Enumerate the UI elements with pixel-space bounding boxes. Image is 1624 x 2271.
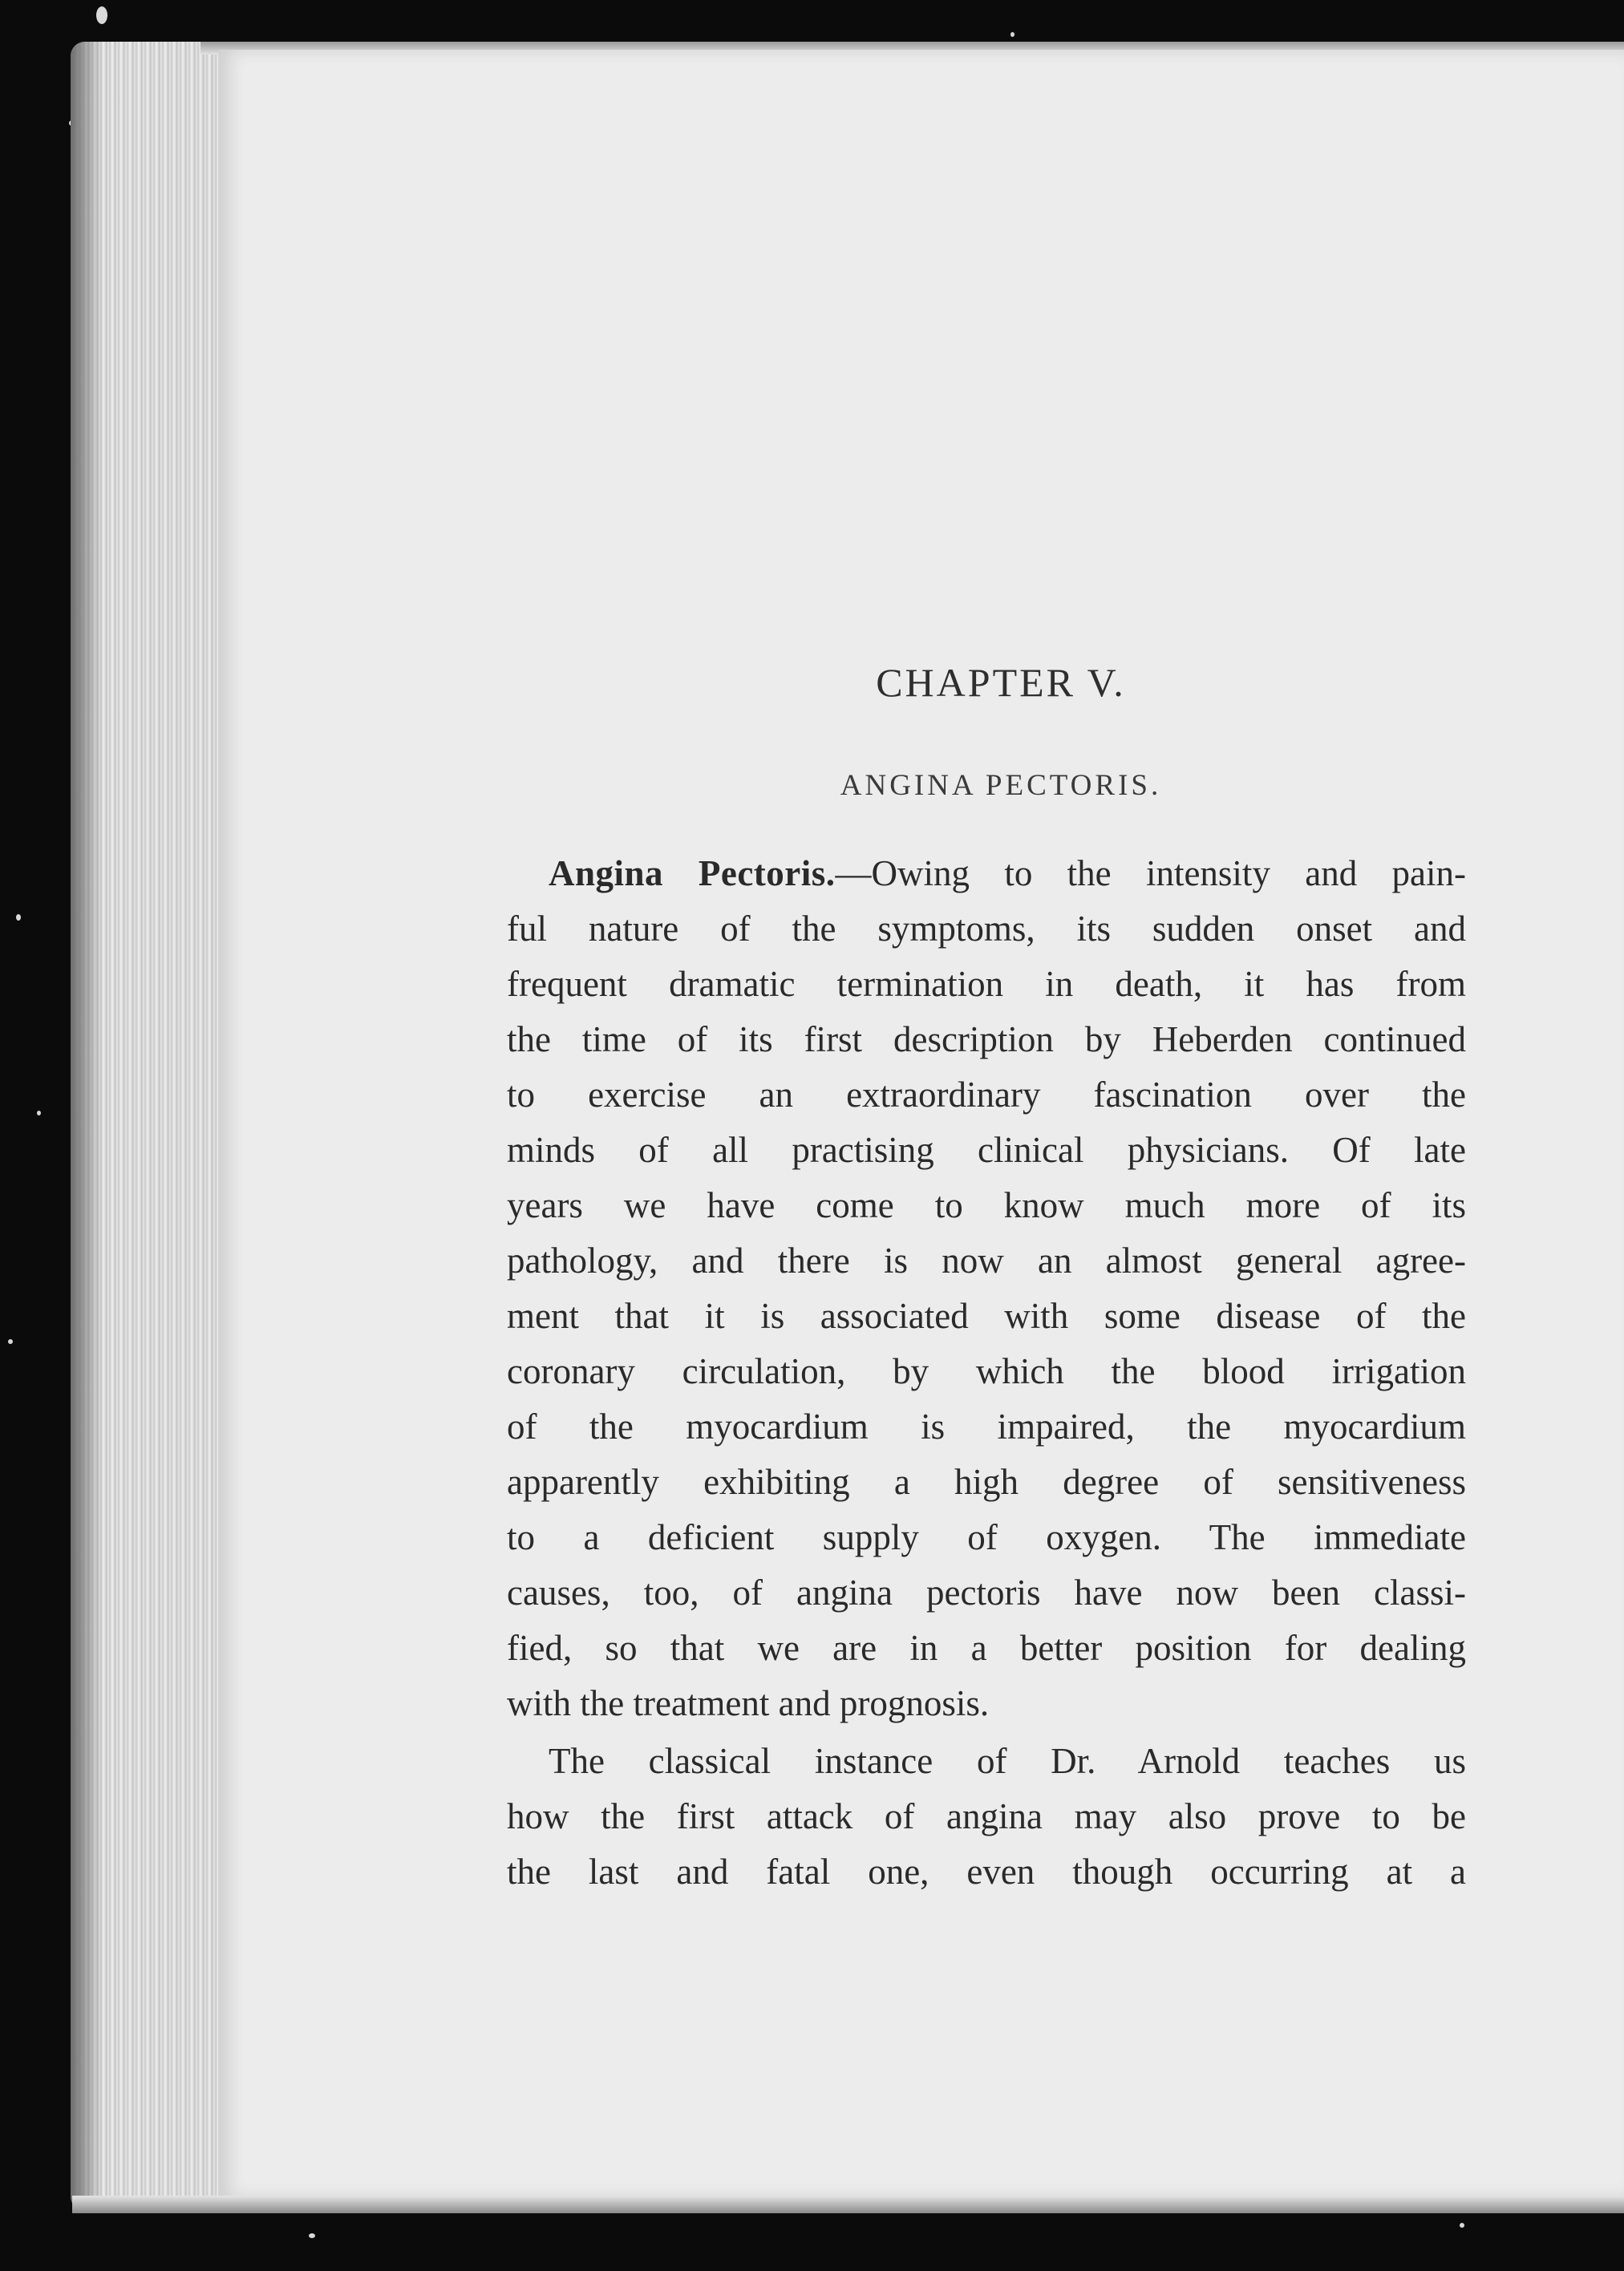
- paragraph-lead-in: Angina Pectoris.: [549, 853, 836, 893]
- paragraph-text: —Owing to the intensity and pain-: [835, 853, 1466, 893]
- paragraph-1-line: ful nature of the symptoms, its sudden onset and: [507, 909, 1466, 949]
- paragraph-1-line: minds of all practising clinical physicians. Of late: [507, 1130, 1466, 1170]
- paragraph-1-line: the time of its first description by Heberden continued: [507, 1019, 1466, 1059]
- scan-speck: [8, 1339, 13, 1344]
- scan-speck: [1460, 2223, 1464, 2228]
- paragraph-1-line: pathology, and there is now an almost general agree-: [507, 1241, 1466, 1281]
- scan-speck: [96, 6, 107, 24]
- paragraph-1-line: to a deficient supply of oxygen. The immediate: [507, 1517, 1466, 1557]
- paragraph-2-line: the last and fatal one, even though occurring at a: [507, 1852, 1466, 1892]
- book-edge-shadow: [71, 42, 103, 2211]
- paragraph-1-line: of the myocardium is impaired, the myocardium: [507, 1407, 1466, 1447]
- scan-speck: [16, 914, 21, 921]
- chapter-title: CHAPTER V.: [876, 660, 1126, 705]
- scan-speck: [37, 1111, 41, 1115]
- paragraph-1-line: fied, so that we are in a better position for dealing: [507, 1628, 1466, 1668]
- paragraph-1-line: frequent dramatic termination in death, it has from: [507, 964, 1466, 1004]
- paragraph-1-line-1: [507, 848, 1466, 898]
- paragraph-1-line: coronary circulation, by which the blood irrigation: [507, 1351, 1466, 1391]
- page-bottom-edge: [72, 2196, 1624, 2213]
- paragraph-2-line: how the first attack of angina may also prove to be: [507, 1796, 1466, 1836]
- paragraph-1-line: to exercise an extraordinary fascination over the: [507, 1075, 1466, 1115]
- section-title: ANGINA PECTORIS.: [840, 769, 1162, 802]
- scan-speck: [309, 2233, 315, 2238]
- paragraph-1-line: apparently exhibiting a high degree of sensitiveness: [507, 1462, 1466, 1502]
- paragraph-1-line: years we have come to know much more of its: [507, 1185, 1466, 1225]
- paragraph-1-line: with the treatment and prognosis.: [507, 1683, 990, 1723]
- paragraph-1-line: causes, too, of angina pectoris have now been classi-: [507, 1573, 1466, 1613]
- scan-speck: [1010, 32, 1014, 37]
- paragraph-2-line: The classical instance of Dr. Arnold teaches us: [549, 1741, 1466, 1781]
- paragraph-1-line: ment that it is associated with some disease of the: [507, 1296, 1466, 1336]
